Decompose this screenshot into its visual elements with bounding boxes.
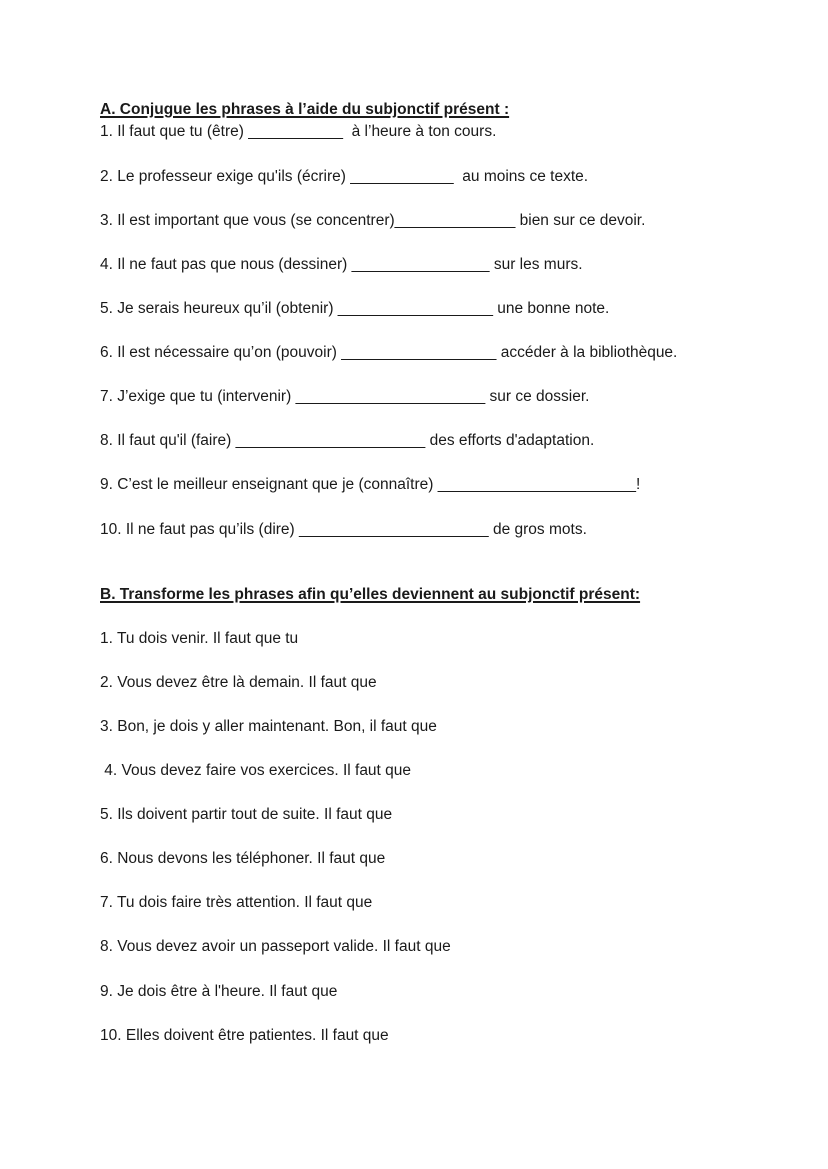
section-a-item-10: 10. Il ne faut pas qu’ils (dire) ______________________ de gros mots.: [100, 521, 587, 538]
section-a-item-6: 6. Il est nécessaire qu’on (pouvoir) __________________ accéder à la bibliothèque.: [100, 344, 678, 361]
section-a-item-9: 9. C’est le meilleur enseignant que je (connaître) _______________________!: [100, 476, 641, 493]
section-a-item-2: 2. Le professeur exige qu'ils (écrire) ____________ au moins ce texte.: [100, 168, 589, 185]
section-a-item-4: 4. Il ne faut pas que nous (dessiner) ________________ sur les murs.: [100, 256, 583, 273]
section-a-item-7: 7. J’exige que tu (intervenir) ______________________ sur ce dossier.: [100, 388, 590, 405]
section-b-item-5: 5. Ils doivent partir tout de suite. Il faut que: [100, 806, 393, 823]
section-b-item-4: 4. Vous devez faire vos exercices. Il faut que: [100, 762, 412, 779]
section-b-item-7: 7. Tu dois faire très attention. Il faut que: [100, 894, 373, 911]
section-b-heading: B. Transforme les phrases afin qu’elles deviennent au subjonctif présent:: [100, 586, 641, 603]
section-b-item-3: 3. Bon, je dois y aller maintenant. Bon, il faut que: [100, 718, 437, 735]
section-a-item-5: 5. Je serais heureux qu’il (obtenir) __________________ une bonne note.: [100, 300, 610, 317]
section-b-item-6: 6. Nous devons les téléphoner. Il faut que: [100, 850, 386, 867]
section-a-heading: A. Conjugue les phrases à l’aide du subjonctif présent :: [100, 101, 510, 118]
section-a-item-8: 8. Il faut qu'il (faire) ______________________ des efforts d'adaptation.: [100, 432, 595, 449]
section-b-item-2: 2. Vous devez être là demain. Il faut que: [100, 674, 377, 691]
section-a-item-3: 3. Il est important que vous (se concentrer)______________ bien sur ce devoir.: [100, 212, 646, 229]
section-b-item-1: 1. Tu dois venir. Il faut que tu: [100, 630, 299, 647]
section-b-item-10: 10. Elles doivent être patientes. Il faut que: [100, 1027, 389, 1044]
section-a-item-1: 1. Il faut que tu (être) ___________ à l’heure à ton cours.: [100, 123, 497, 140]
section-b-item-8: 8. Vous devez avoir un passeport valide. Il faut que: [100, 938, 451, 955]
section-b-item-9: 9. Je dois être à l'heure. Il faut que: [100, 983, 338, 1000]
